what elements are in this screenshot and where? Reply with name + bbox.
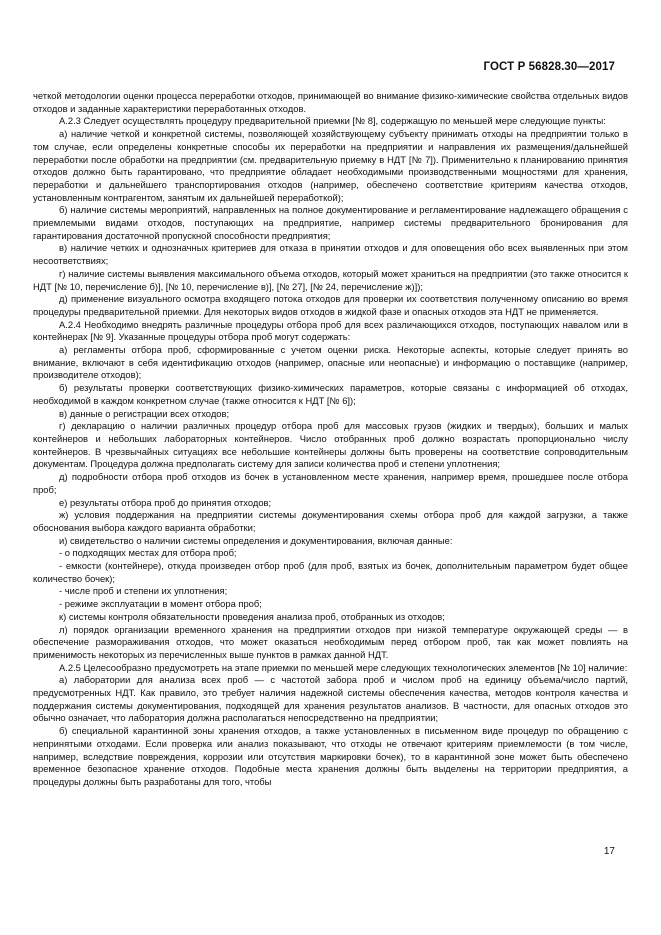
section-a25-intro: А.2.5 Целесообразно предусмотреть на этапе приемки по меньшей мере следующих технологических элементов [№ 10] наличие: (59, 661, 628, 673)
page-number: 17 (603, 846, 615, 857)
list-item: и) свидетельство о наличии системы определения и документирования, включая данные: (59, 534, 453, 546)
document-body (33, 90, 628, 789)
dash-item: - о подходящих местах для отбора проб; (59, 547, 237, 559)
standard-code-header: ГОСТ Р 56828.30—2017 (483, 61, 615, 73)
list-item: д) применение визуального осмотра входящего потока отходов для проверки их соответствия полученному описанию во время процедуры предварительной приемки. Для некоторых видов отходов в жидкой фазе и опасных отходов эта НДТ не применяется. (33, 293, 628, 317)
list-item: д) подробности отбора проб отходов из бочек в установленном месте хранения, например время, прошедшее после отбора проб; (33, 471, 628, 495)
dash-item: - числе проб и степени их уплотнения; (59, 585, 228, 597)
list-item: л) порядок организации временного хранения на предприятии отходов при низкой температуре окружающей среды — в обеспечение размораживания отходов, что может оказаться необходимым перед отбором проб, так как может повлиять на применимость некоторых из перечисленных выше пунктов в рамках данной НДТ. (33, 623, 628, 660)
list-item: а) лаборатории для анализа всех проб — с частотой забора проб и числом проб на единицу объема/число партий, предусмотренных НДТ. Как правило, это требует наличия надежной системы обеспечения качества, методов контроля качества и поддержания системы документирования, подходящей для хранения результатов анализов. В частности, для опасных отходов это обычно означает, что лаборатория должна располагаться непосредственно на предприятии; (33, 674, 628, 724)
dash-item: - режиме эксплуатации в момент отбора проб; (59, 598, 262, 610)
list-item: г) наличие системы выявления максимального объема отходов, который может храниться на предприятии (это также относится к НДТ [№ 10, перечисление б)], [№ 10, перечисление в)], [№ 27], [№ 24, перечисление ж)]); (33, 267, 628, 292)
list-item: е) результаты отбора проб до принятия отходов; (59, 496, 272, 508)
section-a24-intro: А.2.4 Необходимо внедрять различные процедуры отбора проб для всех различающихся отходов, поступающих навалом или в контейнерах [№ 9]. Указанные процедуры отбора проб могут содержать: (33, 318, 628, 343)
list-item: г) декларацию о наличии различных процедур отбора проб для массовых грузов (жидких и твердых), больших и малых контейнеров и небольших лабораторных контейнеров. Число отобранных проб должно возрастать пропорционально числу контейнеров. В чрезвычайных ситуациях все небольшие контейнеры должны быть проверены на соответствие сопроводительным документам. Процедура должна предполагать систему для записи количества проб и степени уплотнения; (33, 420, 628, 470)
list-item: в) данные о регистрации всех отходов; (59, 407, 230, 419)
section-a23-intro: А.2.3 Следует осуществлять процедуру предварительной приемки [№ 8], содержащую по меньшей мере следующие пункты: (59, 115, 606, 127)
list-item: а) регламенты отбора проб, сформированные с учетом оценки риска. Некоторые аспекты, которые следует принять во внимание, включают в себя идентификацию отходов (например, опасные или неопасные) и информацию о поставщике (например, производителе отходов); (33, 344, 628, 381)
paragraph-continuation: четкой методологии оценки процесса переработки отходов, принимающей во внимание физико-химические свойства отдельных видов отходов и заданные характеристики переработанных отходов. (33, 90, 628, 114)
list-item: ж) условия поддержания на предприятии системы документирования схемы отбора проб для каждой загрузки, а также обоснования выбора каждого варианта обработки; (33, 509, 628, 533)
list-item: к) системы контроля обязательности проведения анализа проб, отобранных из отходов; (59, 610, 445, 622)
list-item: б) наличие системы мероприятий, направленных на полное документирование и регламентирование надлежащего обращения с приемлемыми видами отходов, поступающих на предприятие, например системы предварительного бронирования для гарантирования достаточной пропускной способности предприятия; (33, 204, 628, 241)
list-item: в) наличие четких и однозначных критериев для отказа в принятии отходов и для оповещения обо всех выявленных при этом несоответствиях; (33, 242, 628, 267)
dash-item: - емкости (контейнере), откуда произведен отбор проб (для проб, взятых из бочек, дополнительным параметром будет общее количество бочек); (33, 560, 628, 584)
list-item: б) специальной карантинной зоны хранения отходов, а также установленных в письменном виде процедур по обращению с непринятыми отходами. Если проверка или анализ показывают, что отходы не отвечают критериям приемлемости (в том числе, например, вследствие повреждения, коррозии или отсутствия маркировки бочек), то в карантинной зоне может быть обеспечено временное безопасное хранение отходов. Подобные места хранения должны быть выделены на территории предприятия, а процедуры должны быть разработаны для того, чтобы (33, 725, 628, 787)
list-item: а) наличие четкой и конкретной системы, позволяющей хозяйствующему субъекту принимать отходы на предприятии только в том случае, если определены конкретные способы их переработки на предприятии и направления их размещения/дальнейшей переработки после обработки на предприятии (см. предварительную приемку в НДТ [№ 7]). Применительно к планированию принятия отходов должно быть гарантировано, что предприятие обладает необходимыми производственными мощностями для хранения, переработки и дальнейшего транспортирования отходов (например, обеспечено соответствие критериям качества отходов, установленным контрагентом, занятым их дальнейшей переработкой); (33, 128, 628, 203)
list-item: б) результаты проверки соответствующих физико-химических параметров, которые связаны с информацией об отходах, необходимой в каждом конкретном случае (также относится к НДТ [№ 6]); (33, 382, 628, 406)
